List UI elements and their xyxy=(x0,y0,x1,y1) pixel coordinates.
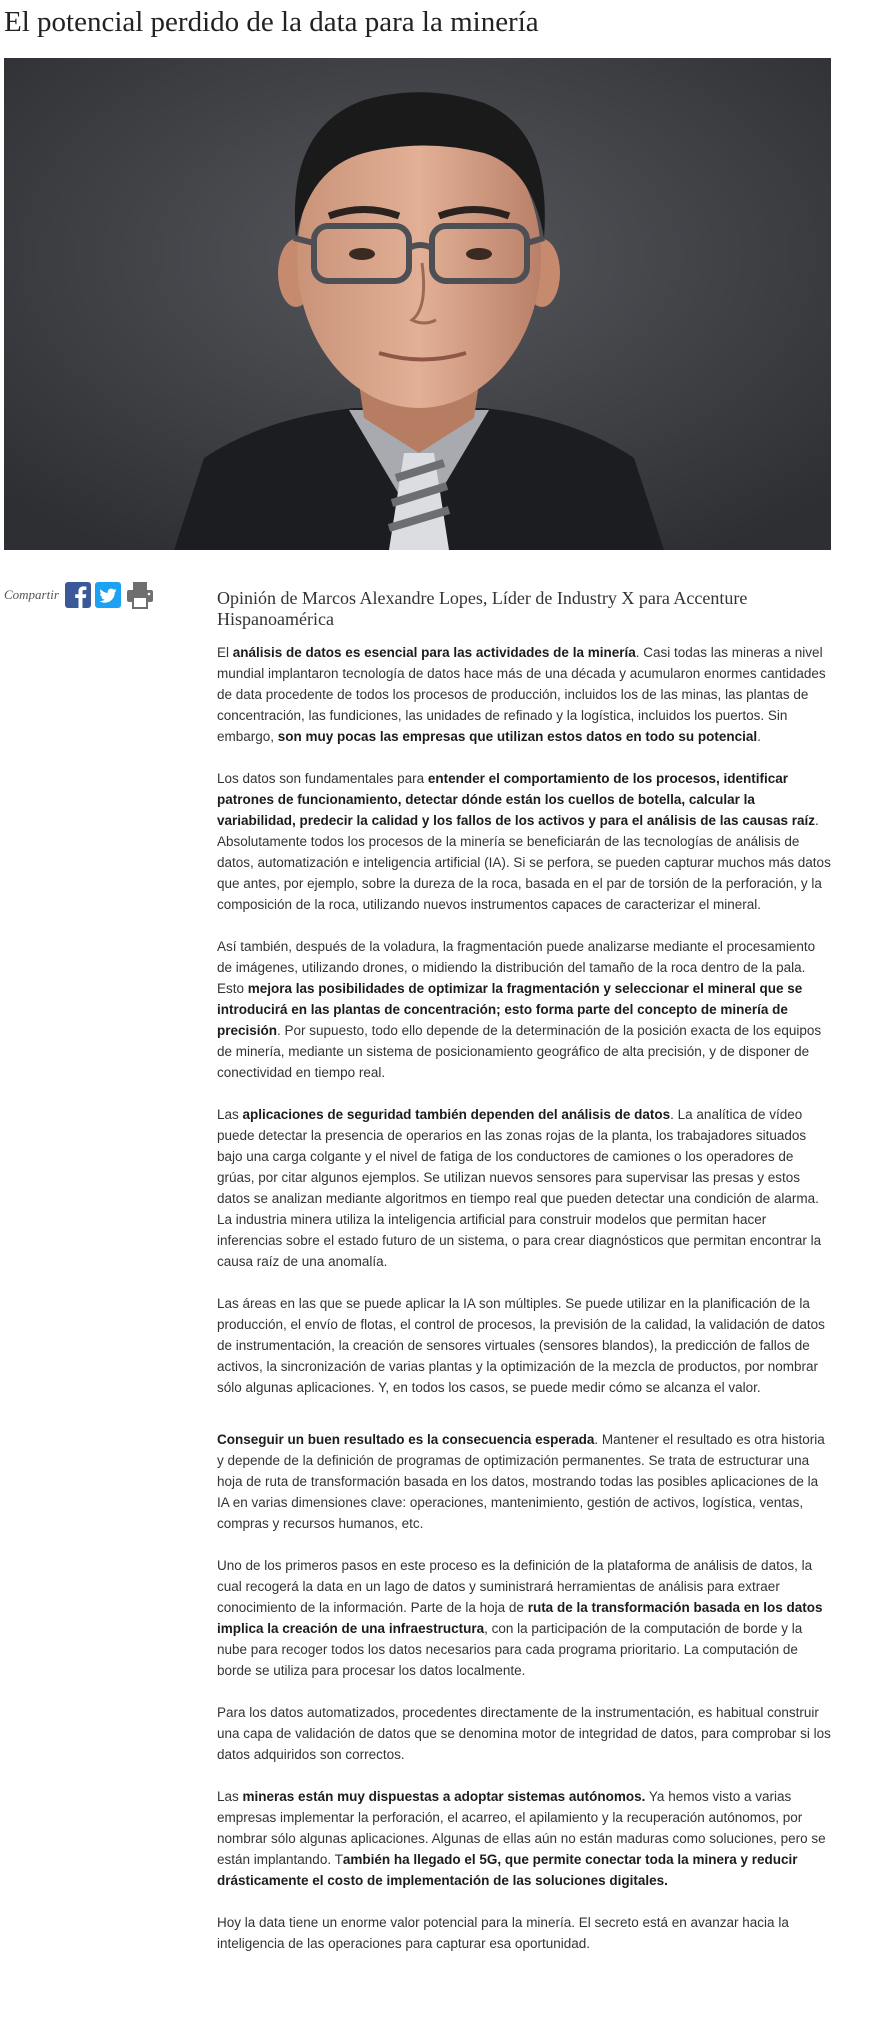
text-run: Hoy la data tiene un enorme valor potencial para la minería. El secreto está en avanzar hacia la inteligencia de las operaciones para capturar esa oportunidad. xyxy=(217,1915,789,1951)
text-run: . Absolutamente todos los procesos de la minería se beneficiarán de las tecnologías de análisis de datos, automatización e inteligencia artificial (IA). Si se perfora, se pueden capturar muchos más datos que antes, por ejemplo, sobre la dureza de la roca, basada en el par de torsión de la perforación, y la composición de la roca, utilizando nuevos instrumentos capaces de caracterizar el mineral. xyxy=(217,813,831,912)
bold-text: ambién ha llegado el 5G, que permite conectar toda la minera y reducir drásticamente el costo de implementación de las soluciones digitales. xyxy=(217,1852,798,1888)
print-icon[interactable] xyxy=(125,581,155,609)
article-paragraph xyxy=(217,1293,831,1398)
text-run: El xyxy=(217,645,233,660)
article-paragraph xyxy=(217,1702,831,1765)
article-paragraph xyxy=(217,1786,831,1891)
text-run: Las xyxy=(217,1789,243,1804)
bold-text: entender el comportamiento de los procesos, identificar patrones de funcionamiento, detectar dónde están los cuellos de botella, calcular la variabilidad, predecir la calidad y los fallos de los activos y para el análisis de las causas raíz xyxy=(217,771,816,828)
text-run: . Casi todas las mineras a nivel mundial implantaron tecnología de datos hace más de una década y acumularon enormes cantidades de data procedente de todos los procesos de producción, incluidos los de las minas, las plantas de concentración, las fundiciones, las unidades de refinado y la logística, incluidos los puertos. Sin embargo, xyxy=(217,645,826,744)
article-title: El potencial perdido de la data para la minería xyxy=(4,6,539,38)
article-paragraph xyxy=(217,1104,831,1272)
text-run: Los datos son fundamentales para xyxy=(217,771,428,786)
author-photo xyxy=(4,58,831,550)
text-run: Uno de los primeros pasos en este proceso es la definición de la plataforma de análisis de datos, la cual recogerá la data en un lago de datos y suministrará herramientas de análisis para extraer conocimiento de la información. Parte de la hoja de xyxy=(217,1558,813,1615)
bold-text: mineras están muy dispuestas a adoptar sistemas autónomos. xyxy=(242,1789,646,1804)
bold-text: son muy pocas las empresas que utilizan estos datos en todo su potencial xyxy=(277,729,758,744)
text-run: Ya hemos visto a varias empresas implementar la perforación, el acarreo, el apilamiento y la recuperación autónomos, por nombrar sólo algunas aplicaciones. Algunas de ellas aún no están maduras como soluciones, pero se están implantando. T xyxy=(217,1789,826,1867)
facebook-icon[interactable] xyxy=(65,582,91,608)
bold-text: aplicaciones de seguridad también dependen del análisis de datos xyxy=(242,1107,671,1122)
article-paragraph xyxy=(217,642,831,747)
text-run: . Mantener el resultado es otra historia y depende de la definición de programas de optimización permanentes. Se trata de estructurar una hoja de ruta de transformación basada en los datos, mostrando todas las posibles aplicaciones de la IA en varias dimensiones clave: operaciones, mantenimiento, gestión de activos, logística, ventas, compras y recursos humanos, etc. xyxy=(217,1432,825,1531)
text-run: . Por supuesto, todo ello depende de la determinación de la posición exacta de los equipos de minería, mediante un sistema de posicionamiento geográfico de alta precisión, y de disponer de conectividad en tiempo real. xyxy=(217,1023,822,1080)
article-paragraph xyxy=(217,1555,831,1681)
bold-text: mejora las posibilidades de optimizar la fragmentación y seleccionar el mineral que se introducirá en las plantas de concentración; esto forma parte del concepto de minería de precisión xyxy=(217,981,803,1038)
text-run: . xyxy=(757,729,761,744)
text-run: Para los datos automatizados, procedentes directamente de la instrumentación, es habitual construir una capa de validación de datos que se denomina motor de integridad de datos, para comprobar si los datos adquiridos son correctos. xyxy=(217,1705,831,1762)
article-paragraph xyxy=(217,768,831,915)
text-run: , con la participación de la computación de borde y la nube para recoger todos los datos necesarios para cada programa prioritario. La computación de borde se utiliza para procesar los datos localmente. xyxy=(217,1621,803,1678)
bold-text: análisis de datos es esencial para las actividades de la minería xyxy=(232,645,636,660)
share-label: Compartir xyxy=(4,587,59,602)
share-bar xyxy=(4,581,159,609)
article-byline: Opinión de Marcos Alexandre Lopes, Líder de Industry X para Accenture Hispanoamérica xyxy=(217,588,748,629)
text-run: Así también, después de la voladura, la fragmentación puede analizarse mediante el procesamiento de imágenes, utilizando drones, o midiendo la distribución del tamaño de la roca dentro de la pala. Esto xyxy=(217,939,816,996)
article-paragraph xyxy=(217,1429,831,1534)
bold-text: ruta de la transformación basada en los datos implica la creación de una infraestructura xyxy=(217,1600,823,1636)
text-run: Las xyxy=(217,1107,243,1122)
article-paragraph xyxy=(217,936,831,1083)
bold-text: Conseguir un buen resultado es la consecuencia esperada xyxy=(217,1432,595,1447)
text-run: Las áreas en las que se puede aplicar la IA son múltiples. Se puede utilizar en la planificación de la producción, el envío de flotas, el control de procesos, la previsión de la calidad, la validación de datos de instrumentación, la creación de sensores virtuales (sensores blandos), la predicción de fallos de activos, la sincronización de varias plantas y la optimización de la mezcla de productos, por nombrar sólo algunas aplicaciones. Y, en todos los casos, se puede medir cómo se alcanza el valor. xyxy=(217,1296,825,1395)
article-body xyxy=(217,588,831,1975)
article-paragraph xyxy=(217,1912,831,1954)
text-run: . La analítica de vídeo puede detectar la presencia de operarios en las zonas rojas de la planta, los trabajadores situados bajo una carga colgante y el nivel de fatiga de los conductores de camiones o los operadores de grúas, por citar algunos ejemplos. Se utilizan nuevos sensores para supervisar las presas y estos datos se analizan mediante algoritmos en tiempo real que pueden detectar una condición de alarma. La industria minera utiliza la inteligencia artificial para construir modelos que permitan hacer inferencias sobre el estado futuro de un sistema, o para crear diagnósticos que permitan encontrar la causa raíz de una anomalía. xyxy=(217,1107,822,1269)
twitter-icon[interactable] xyxy=(95,582,121,608)
